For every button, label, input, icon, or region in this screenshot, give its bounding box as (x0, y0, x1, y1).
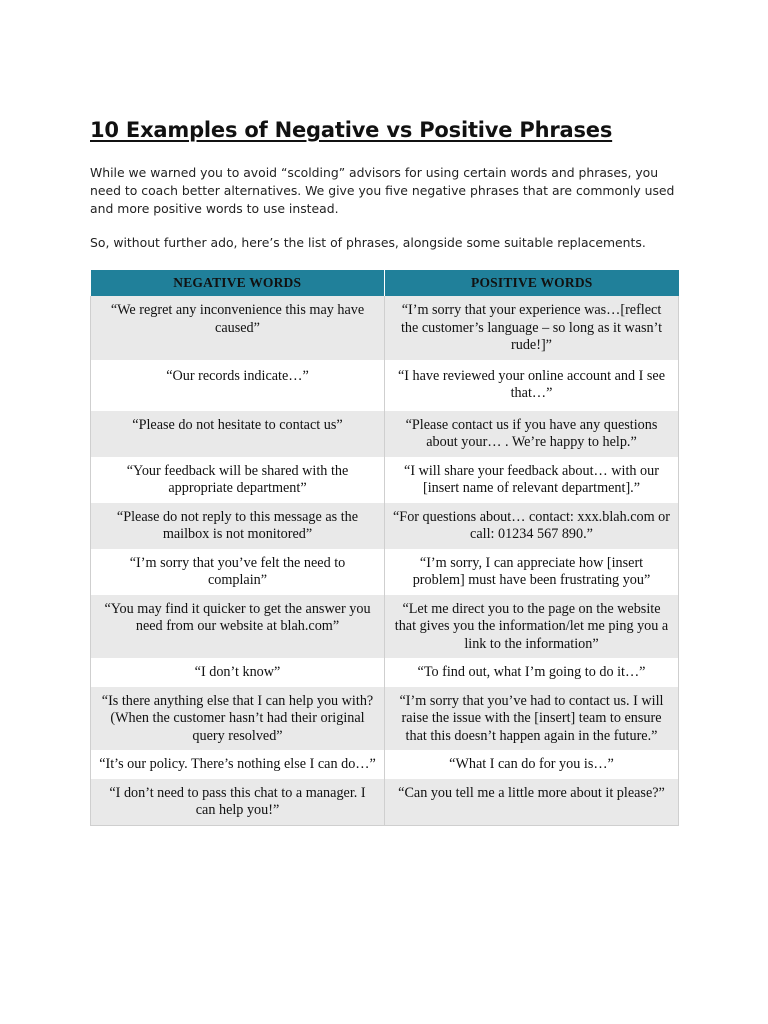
positive-phrase-cell: “I’m sorry that you’ve had to contact us. I will raise the issue with the [insert] team to ensure that this doesn’t happen again in the future.” (385, 687, 679, 751)
lead-in-paragraph: So, without further ado, here’s the list of phrases, alongside some suitable replacements. (90, 235, 646, 250)
negative-words-header: NEGATIVE WORDS (91, 270, 385, 296)
positive-phrase-cell: “I have reviewed your online account and I see that…” (385, 360, 679, 411)
page-title: 10 Examples of Negative vs Positive Phrases (90, 118, 613, 142)
positive-phrase-cell: “To find out, what I’m going to do it…” (385, 658, 679, 687)
negative-phrase-cell: “I don’t know” (91, 658, 385, 687)
negative-phrase-cell: “I’m sorry that you’ve felt the need to complain” (91, 549, 385, 595)
table-row (91, 658, 679, 687)
table-row (91, 457, 679, 503)
negative-phrase-cell: “Our records indicate…” (91, 360, 385, 411)
table-row (91, 779, 679, 826)
table-header-row (91, 270, 679, 296)
table-row (91, 595, 679, 659)
table-row (91, 503, 679, 549)
negative-phrase-cell: “Is there anything else that I can help you with? (When the customer hasn’t had their original query resolved” (91, 687, 385, 751)
table-row (91, 750, 679, 779)
negative-phrase-cell: “Please do not reply to this message as the mailbox is not monitored” (91, 503, 385, 549)
positive-phrase-cell: “Please contact us if you have any questions about your… . We’re happy to help.” (385, 411, 679, 457)
positive-phrase-cell: “Let me direct you to the page on the website that gives you the information/let me ping you a link to the information” (385, 595, 679, 659)
positive-phrase-cell: “For questions about… contact: xxx.blah.com or call: 01234 567 890.” (385, 503, 679, 549)
positive-phrase-cell: “I will share your feedback about… with our [insert name of relevant department].” (385, 457, 679, 503)
negative-phrase-cell: “You may find it quicker to get the answer you need from our website at blah.com” (91, 595, 385, 659)
positive-words-header: POSITIVE WORDS (385, 270, 679, 296)
document-page (90, 118, 678, 826)
table-row (91, 296, 679, 360)
negative-phrase-cell: “Please do not hesitate to contact us” (91, 411, 385, 457)
table-row (91, 360, 679, 411)
positive-phrase-cell: “I’m sorry that your experience was…[reflect the customer’s language – so long as it wasn’t rude!]” (385, 296, 679, 360)
table-row (91, 549, 679, 595)
positive-phrase-cell: “I’m sorry, I can appreciate how [insert problem] must have been frustrating you” (385, 549, 679, 595)
negative-phrase-cell: “It’s our policy. There’s nothing else I can do…” (91, 750, 385, 779)
negative-phrase-cell: “Your feedback will be shared with the appropriate department” (91, 457, 385, 503)
positive-phrase-cell: “What I can do for you is…” (385, 750, 679, 779)
table-row (91, 687, 679, 751)
negative-phrase-cell: “I don’t need to pass this chat to a manager. I can help you!” (91, 779, 385, 826)
positive-phrase-cell: “Can you tell me a little more about it please?” (385, 779, 679, 826)
table-row (91, 411, 679, 457)
negative-phrase-cell: “We regret any inconvenience this may have caused” (91, 296, 385, 360)
phrases-table (90, 270, 679, 826)
intro-paragraph: While we warned you to avoid “scolding” advisors for using certain words and phrases, you need to coach better alternatives. We give you five negative phrases that are commonly used and more positive words to use instead. (90, 165, 675, 216)
